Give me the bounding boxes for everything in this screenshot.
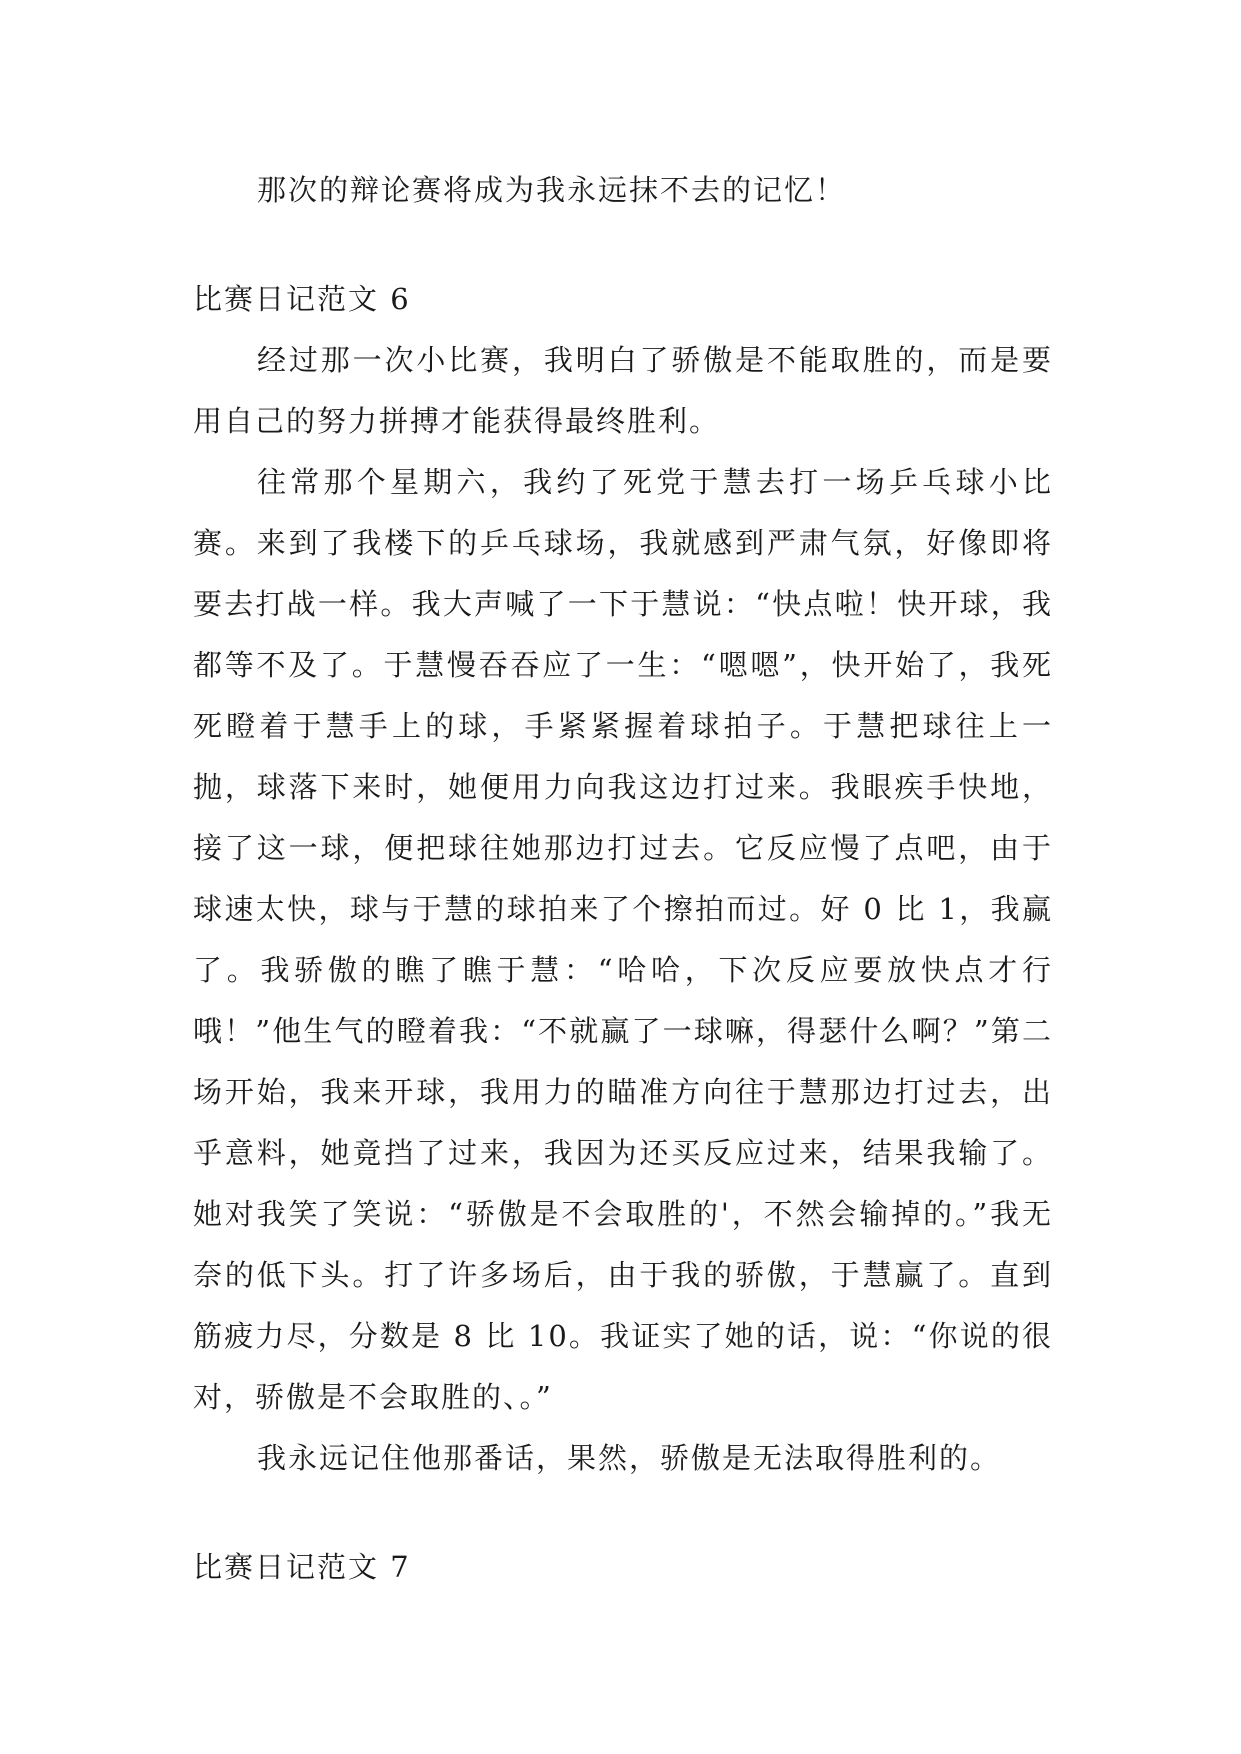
section-6-heading: 比赛日记范文 6 [193, 282, 411, 316]
section-7-heading: 比赛日记范文 7 [193, 1550, 411, 1584]
section-6-paragraph-2: 往常那个星期六，我约了死党于慧去打一场乒乓球小比赛。来到了我楼下的乒乓球场，我就感到严肃气氛，好像即将要去打战一样。我大声喊了一下于慧说：“快点啦！快开球，我都等不及了。于慧慢吞吞应了一生：“嗯嗯”，快开始了，我死死瞪着于慧手上的球，手紧紧握着球拍子。于慧把球往上一抛，球落下来时，她便用力向我这边打过来。我眼疾手快地，接了这一球，便把球往她那边打过去。它反应慢了点吧，由于球速太快，球与于慧的球拍来了个擦拍而过。好 0 比 1，我赢了。我骄傲的瞧了瞧于慧：“哈哈，下次反应要放快点才行哦！”他生气的瞪着我：“不就赢了一球嘛，得瑟什么啊？”第二场开始，我来开球，我用力的瞄准方向往于慧那边打过去，出乎意料，她竟挡了过来，我因为还买反应过来，结果我输了。她对我笑了笑说：“骄傲是不会取胜的'，不然会输掉的。”我无奈的低下头。打了许多场后，由于我的骄傲，于慧赢了。直到筋疲力尽，分数是 8 比 10。我证实了她的话，说：“你说的很对，骄傲是不会取胜的、。” [193, 465, 1053, 1414]
section-6-paragraph-1: 经过那一次小比赛，我明白了骄傲是不能取胜的，而是要用自己的努力拼搏才能获得最终胜利。 [193, 343, 1053, 438]
intro-closing-paragraph: 那次的辩论赛将成为我永远抹不去的记忆！ [257, 173, 847, 207]
section-6-paragraph-3: 我永远记住他那番话，果然，骄傲是无法取得胜利的。 [257, 1441, 1002, 1475]
document-body [193, 160, 1053, 1598]
